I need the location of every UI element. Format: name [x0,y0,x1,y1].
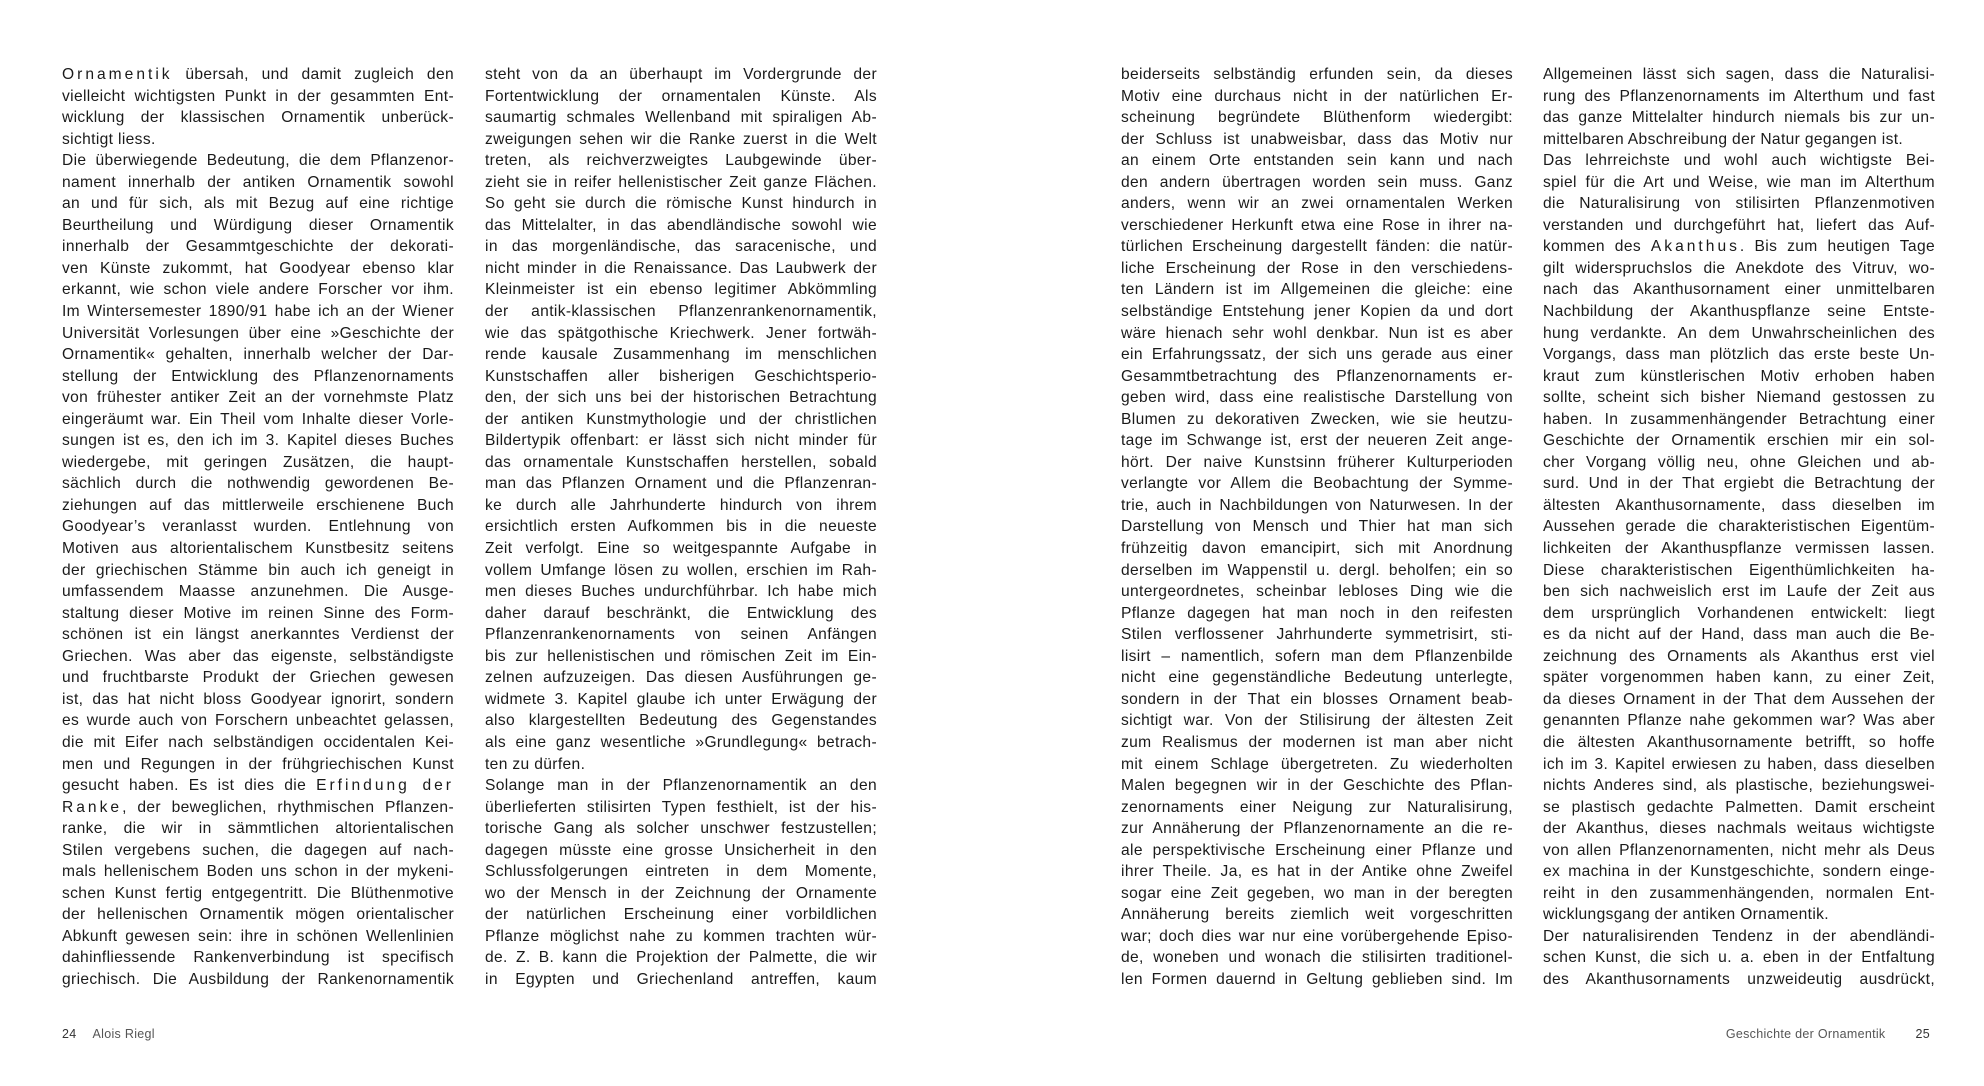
text-line: Zeit verfolgt. Eine so weitgespannte Aufgabe in [485,540,877,558]
text-line: der antiken Kunstmythologie und der christlichen [485,410,877,428]
text-line: hung verdankte. An dem Unwahrscheinlichen des [1543,324,1935,342]
text-line: es da nicht auf der Hand, dass man auch die Be- [1543,626,1935,644]
text-line: ten Ländern ist im Allgemeinen die gleiche: eine [1121,281,1513,299]
text-line: anders, wenn wir an zwei ornamentalen Werken [1121,195,1513,213]
text-line: Der naturalisirenden Tendenz in der abendländi- [1543,927,1935,945]
text-line: zweigungen sehen wir die Ranke zuerst in die Welt [485,130,877,148]
text-line: ältesten Akanthusornamente, dass dieselben im [1543,496,1935,514]
text-line: zelnen aufzuzeigen. Das diesen Ausführungen ge- [485,669,877,687]
text-line: men und Regungen in der frühgriechischen Kunst [62,755,454,773]
text-line: das ganze Mittelalter hindurch niemals bis zur un- [1543,109,1935,127]
text-line: staltung dieser Motive im reinen Sinne des Form- [62,604,454,622]
text-line: den andern übertragen worden sein muss. Ganz [1121,173,1513,191]
text-line: nach das Akanthusornament einer unmittelbaren [1543,281,1935,299]
text-line: den, der sich uns bei der historischen Betrachtung [485,389,877,407]
text-line: Blumen zu dekorativen Zwecken, wie sie heutzu- [1121,410,1513,428]
text-line: sichtigt war. Von der Stilisirung der ältesten Zeit [1121,712,1513,730]
text-line: Pflanze möglichst nahe zu kommen trachten wür- [485,927,877,945]
text-line: die Naturalisirung von stilisirten Pflanzenmotiven [1543,195,1935,213]
text-line: der griechischen Stämme bin auch ich geneigt in [62,561,454,579]
text-line: wicklungsgang der antiken Ornamentik. [1543,906,1829,924]
text-line: geben wird, dass eine realistische Darstellung von [1121,389,1513,407]
text-line: dahinfliessende Rankenverbindung ist specifisch [62,949,454,967]
text-line: das ornamentale Kunstschaffen herstellen, sobald [485,453,877,471]
text-line: schen Kunst fertig entgegentritt. Die Blüthenmotive [62,884,454,902]
text-line: Schlussfolgerungen eintreten in dem Momente, [485,863,877,881]
text-line: von frühester antiker Zeit an der vornehmste Platz [62,389,454,407]
text-line: nicht minder in die Renaissance. Das Laubwerk der [485,259,877,277]
text-line: untergeordnetes, scheinbar lebloses Ding wie die [1121,583,1513,601]
text-line: Pflanze dagegen hat man noch in den reifesten [1121,604,1513,622]
text-span: übersah, und damit zugleich den [172,66,454,83]
text-span: . Bis zum heutigen Tage [1739,238,1935,256]
text-line: überlieferten stilisirten Typen festhielt, ist der his- [485,798,877,816]
text-line: Motiven aus altorientalischem Kunstbesitz seitens [62,540,454,558]
text-line: ersichtlich ersten Aufkommen bis in die neueste [485,518,877,536]
text-line: verstanden und durchgeführt hat, liefert das Auf- [1543,216,1935,234]
text-line: Kleinmeister ist ein ebenso legitimer Abkömmling [485,281,877,299]
text-line: beiderseits selbständig erfunden sein, da dieses [1121,66,1513,83]
text-line: men dieses Buches undurchführbar. Ich habe mich [485,583,877,601]
text-line: Die überwiegende Bedeutung, die dem Pflanzenor- [62,152,454,170]
text-line: Vorgangs, dass man plötzlich das erste beste Un- [1543,346,1935,364]
text-line: sungen ist es, den ich im 3. Kapitel dieses Buches [62,432,454,450]
text-line: innerhalb der Gesammtgeschichte der dekorati- [62,238,454,256]
text-line: wo der Mensch in der Zeichnung der Ornamente [485,884,877,902]
text-line: zur Annäherung der Pflanzenornamente an die re- [1121,820,1513,838]
text-line: es wurde auch von Forschern unbeachtet gelassen, [62,712,454,730]
text-line: zenornaments einer Neigung zur Naturalisirung, [1121,798,1513,816]
text-line: ke durch alle Jahrhunderte hindurch von ihrem [485,496,877,514]
text-line: vollem Umfange lösen zu wollen, erschien im Rah- [485,561,877,579]
text-line: Beurtheilung und Würdigung dieser Ornamentik [62,216,454,234]
text-line: widmete 3. Kapitel glaube ich unter Erwägung der [485,690,877,708]
text-line: liche Erscheinung der Rose in den verschiedens- [1121,259,1513,277]
text-line: später vorgenommen haben kann, zu einer Zeit, [1543,669,1935,687]
text-line: war; doch dies war nur eine vorübergehende Episo- [1121,927,1513,945]
text-line: daher darauf beschränkt, die Entwicklung des [485,604,877,622]
emphasized-term: Ranke [62,798,123,816]
text-line: ranke, die wir in sämmtlichen altorientalischen [62,820,454,838]
text-line: selbständige Entstehung jener Kopien da und dort [1121,303,1513,321]
emphasized-term: Ornamentik [62,66,173,83]
right-page-column-2 [1543,64,1935,991]
text-line: nichts Anderes sind, als plastische, beziehungswei- [1543,777,1935,795]
text-line: des Akanthusornaments unzweideutig ausdrückt, [1543,970,1935,988]
left-running-head: Alois Riegl [92,1027,155,1041]
text-line: treten, als reichverzweigtes Laubgewinde über- [485,152,877,170]
text-line: verschiedener Herkunft etwa eine Rose in ihrer na- [1121,216,1513,234]
text-line: dagegen müsste eine grosse Unsicherheit in den [485,841,877,859]
text-line: Ornamentik« gehalten, innerhalb welcher der Dar- [62,346,454,364]
text-line: vielleicht wichtigsten Punkt in der gesammten Ent- [62,87,454,105]
text-line: also klargestellten Bedeutung des Gegenstandes [485,712,877,730]
text-line: an einem Orte entstanden sein kann und nach [1121,152,1513,170]
text-line: derselben im Wappenstil u. dergl. beholfen; ein so [1121,561,1513,579]
text-line: Bildertypik offenbart: er lässt sich nicht minder für [485,432,877,450]
text-line: ale perspektivische Erscheinung einer Pflanze und [1121,841,1513,859]
left-page-number: 24 [62,1027,77,1041]
text-line: Motiv eine durchaus nicht in der natürlichen Er- [1121,87,1513,105]
text-line: wiedergebe, mit geringen Zusätzen, die haupt- [62,453,454,471]
text-line: sächlich durch die nothwendig gewordenen Be- [62,475,454,493]
text-line: da dieses Ornament in der That dem Aussehen der [1543,690,1935,708]
text-line: sondern in der That ein blosses Ornament beab- [1121,690,1513,708]
text-line: nament innerhalb der antiken Ornamentik sowohl [62,173,454,191]
text-line: zieht sie in reifer hellenistischer Zeit ganze Flächen. [485,173,877,191]
text-line: Stilen verflossener Jahrhunderte symmetrisirt, sti- [1121,626,1513,644]
text-line [1543,236,1935,258]
text-line: rende kausale Zusammenhang im menschlichen [485,346,877,364]
text-line: cher Vorgang völlig neu, ohne Gleichen und ab- [1543,453,1935,471]
left-page-column-1 [62,64,454,991]
text-line: ex machina in der Kunstgeschichte, sondern einge- [1543,863,1935,881]
text-line: ist, das hat nicht bloss Goodyear ignorirt, sondern [62,690,454,708]
right-page-footer [1726,1027,1930,1041]
text-line: der hellenischen Ornamentik mögen orientalischer [62,906,454,924]
text-line: ben sich nachweislich erst im Laufe der Zeit aus [1543,583,1935,601]
text-line: ich im 3. Kapitel erwiesen zu haben, dass dieselben [1543,755,1935,773]
text-line: verlangte vor Allem die Beobachtung der Symme- [1121,475,1513,493]
left-page-footer [62,1027,155,1041]
text-line: bis zur hellenistischen und römischen Zeit im Ein- [485,647,877,665]
text-line: Solange man in der Pflanzenornamentik an den [485,777,877,795]
text-line: surd. Und in der That ergiebt die Betrachtung der [1543,475,1935,493]
text-line: lisirt – namentlich, sofern man dem Pflanzenbilde [1121,647,1513,665]
text-line: zeichnung des Ornaments als Akanthus erst viel [1543,647,1935,665]
text-line: der Schluss ist unabweisbar, dass das Motiv nur [1121,130,1513,148]
text-line [62,775,454,797]
text-line: len Formen dauernd in Geltung geblieben sind. Im [1121,970,1513,988]
text-line: umfassendem Maasse anzunehmen. Die Ausge- [62,583,454,601]
text-line: gilt widerspruchslos die Anekdote des Vitruv, wo- [1543,259,1935,277]
text-line: zum Realismus der modernen ist man aber nicht [1121,733,1513,751]
text-line: steht von da an überhaupt im Vordergrunde der [485,66,877,83]
text-line: Kunstschaffen aller bisherigen Geschichtsperio- [485,367,877,385]
text-span: kommen des [1543,238,1651,256]
text-line: ihrer Theile. Ja, es hat in der Antike ohne Zweifel [1121,863,1513,881]
text-line: Das lehrreichste und wohl auch wichtigste Bei- [1543,152,1935,170]
text-line: man das Pflanzen Ornament und die Pflanzenran- [485,475,877,493]
text-line: und fruchtbarste Produkt der Griechen gewesen [62,669,454,687]
text-line: wicklung der klassischen Ornamentik unberück- [62,109,454,127]
text-line: Abkunft gewesen sein: ihre in schönen Wellenlinien [62,927,454,945]
text-line: von allen Pflanzenornamenten, nicht mehr als Deus [1543,841,1935,859]
right-page-column-1 [1121,64,1513,991]
emphasized-term: Erfindung der [316,777,454,795]
right-running-head: Geschichte der Ornamentik [1725,1027,1886,1041]
text-line: Malen begegnen wir in der Geschichte des Pflan- [1121,777,1513,795]
text-line: haben. In zusammenhängender Betrachtung einer [1543,410,1935,428]
text-line: Universität Vorlesungen über eine »Geschichte der [62,324,454,342]
text-line: torische Gang als solcher unschwer festzustellen; [485,820,877,838]
text-line: wie das spätgothische Kriechwerk. Jener fortwäh- [485,324,877,342]
text-line: mals hellenischem Boden uns schon in der mykeni- [62,863,454,881]
text-line: der natürlichen Erscheinung einer vorbildlichen [485,906,877,924]
right-page-number: 25 [1915,1027,1930,1041]
text-line: se plastisch gedachte Palmetten. Damit erscheint [1543,798,1935,816]
text-line: eingeräumt war. Ein Theil vom Inhalte dieser Vorle- [62,410,454,428]
text-line: der Akanthus, dieses nachmals weitaus wichtigste [1543,820,1935,838]
text-line: Stilen vergebens suchen, die dagegen auf nach- [62,841,454,859]
text-line: der antik-klassischen Pflanzenrankenornamentik, [485,303,877,321]
text-line: in das morgenländische, das saracenische, und [485,238,877,256]
text-line: reiht in den zusammenhängenden, normalen Ent- [1543,884,1935,902]
text-line: Im Wintersemester 1890/91 habe ich an der Wiener [62,303,454,321]
text-line: ven Künste zukommt, hat Goodyear ebenso klar [62,259,454,277]
emphasized-term: Akanthus [1650,238,1740,256]
text-line: lichkeiten der Akanthuspflanze vermissen lassen. [1543,540,1935,558]
text-line: ein Erfahrungssatz, der sich uns gerade aus einer [1121,346,1513,364]
text-line: frühzeitig davon emancipirt, sich mit Anordnung [1121,540,1513,558]
text-line: rung des Pflanzenornaments im Alterthum und fast [1543,87,1935,105]
text-line: Darstellung von Mensch und Thier hat man sich [1121,518,1513,536]
text-line: hört. Der naive Kunstsinn früherer Kulturperioden [1121,453,1513,471]
left-page-column-2 [485,64,877,991]
text-line: So geht sie durch die römische Kunst hindurch in [485,195,877,213]
text-line: de. Z. B. kann die Projektion der Palmette, die wir [485,949,877,967]
text-line: Gesammtbetrachtung des Pflanzenornaments er- [1121,367,1513,385]
text-line: Goodyear’s veranlasst wurden. Entlehnung von [62,518,454,536]
text-line: Diese charakteristischen Eigenthümlichkeiten ha- [1543,561,1935,579]
text-line: erkannt, wie schon viele andere Forscher vor ihm. [62,281,454,299]
text-line: die ältesten Akanthusornamente betrifft, so hoffe [1543,733,1935,751]
text-line: stellung der Entwicklung des Pflanzenornaments [62,367,454,385]
text-line: nicht eine gegenständliche Bedeutung unterlegte, [1121,669,1513,687]
text-line [62,64,454,86]
text-line: dem ursprünglich Vorhandenen entwickelt: liegt [1543,604,1935,622]
text-line: Pflanzenrankenornaments von seinen Anfängen [485,626,877,644]
text-line: saumartig schmales Wellenband mit spiraligen Ab- [485,109,877,127]
text-line: die mit Eifer nach selbständigen occidentalen Kei- [62,733,454,751]
text-line: türlichen Erscheinung dargestellt fänden: die natür- [1121,238,1513,256]
text-line: sollte, scheint sich bisher Niemand gestossen zu [1543,389,1935,407]
text-line: ten zu dürfen. [485,755,586,773]
text-line: Griechen. Was aber das eigenste, selbständigste [62,647,454,665]
text-line: als eine ganz wesentliche »Grundlegung« betrach- [485,733,877,751]
text-line: tage im Schwange ist, erst der neueren Zeit ange- [1121,432,1513,450]
text-line: spiel für die Art und Weise, wie man im Alterthum [1543,173,1935,191]
text-line: Geschichte der Ornamentik erschien mir ein sol- [1543,432,1935,450]
text-line: sogar eine Zeit gegeben, wo man in der beregten [1121,884,1513,902]
text-line: Nachbildung der Akanthuspflanze seine Entste- [1543,303,1935,321]
text-line: griechisch. Die Ausbildung der Rankenornamentik [62,970,454,988]
text-span: gesucht haben. Es ist dies die [62,777,317,795]
text-line: in Egypten und Griechenland antreffen, kaum [485,970,877,988]
text-line: mittelbaren Abschreibung der Natur gegangen ist. [1543,130,1904,148]
text-line: schen Kunst, die sich u. a. eben in der Entfaltung [1543,949,1935,967]
text-line: Allgemeinen lässt sich sagen, dass die Naturalisi- [1543,66,1935,83]
text-line: Fortentwicklung der ornamentalen Künste. Als [485,87,877,105]
text-line: trie, auch in Nachbildungen von Naturwesen. In der [1121,496,1513,514]
text-line: das Mittelalter, in das abendländische sowohl wie [485,216,877,234]
text-line: Annäherung bereits ziemlich weit vorgeschritten [1121,906,1513,924]
text-line: de, woneben und wonach die stilisirten traditionel- [1121,949,1513,967]
text-line: genannten Pflanze nahe gekommen war? Was aber [1543,712,1935,730]
text-line: an und für sich, als mit Bezug auf eine richtige [62,195,454,213]
text-line [62,797,454,819]
text-line: kraut zum künstlerischen Motiv erhoben haben [1543,367,1935,385]
text-line: schönen ist ein längst anerkanntes Verdienst der [62,626,454,644]
text-line: Aussehen gerade die charakteristischen Eigentüm- [1543,518,1935,536]
text-line: sichtigt liess. [62,130,156,148]
text-line: ziehungen auf das mittlerweile erschienene Buch [62,496,454,514]
text-line: wäre hienach sehr wohl denkbar. Nun ist es aber [1121,324,1513,342]
text-line: scheinung begründete Blüthenform wiedergibt: [1121,109,1513,127]
text-span: , der beweglichen, rhythmischen Pflanzen- [122,798,454,816]
text-line: mit einem Schlage übergetreten. Zu wiederholten [1121,755,1513,773]
